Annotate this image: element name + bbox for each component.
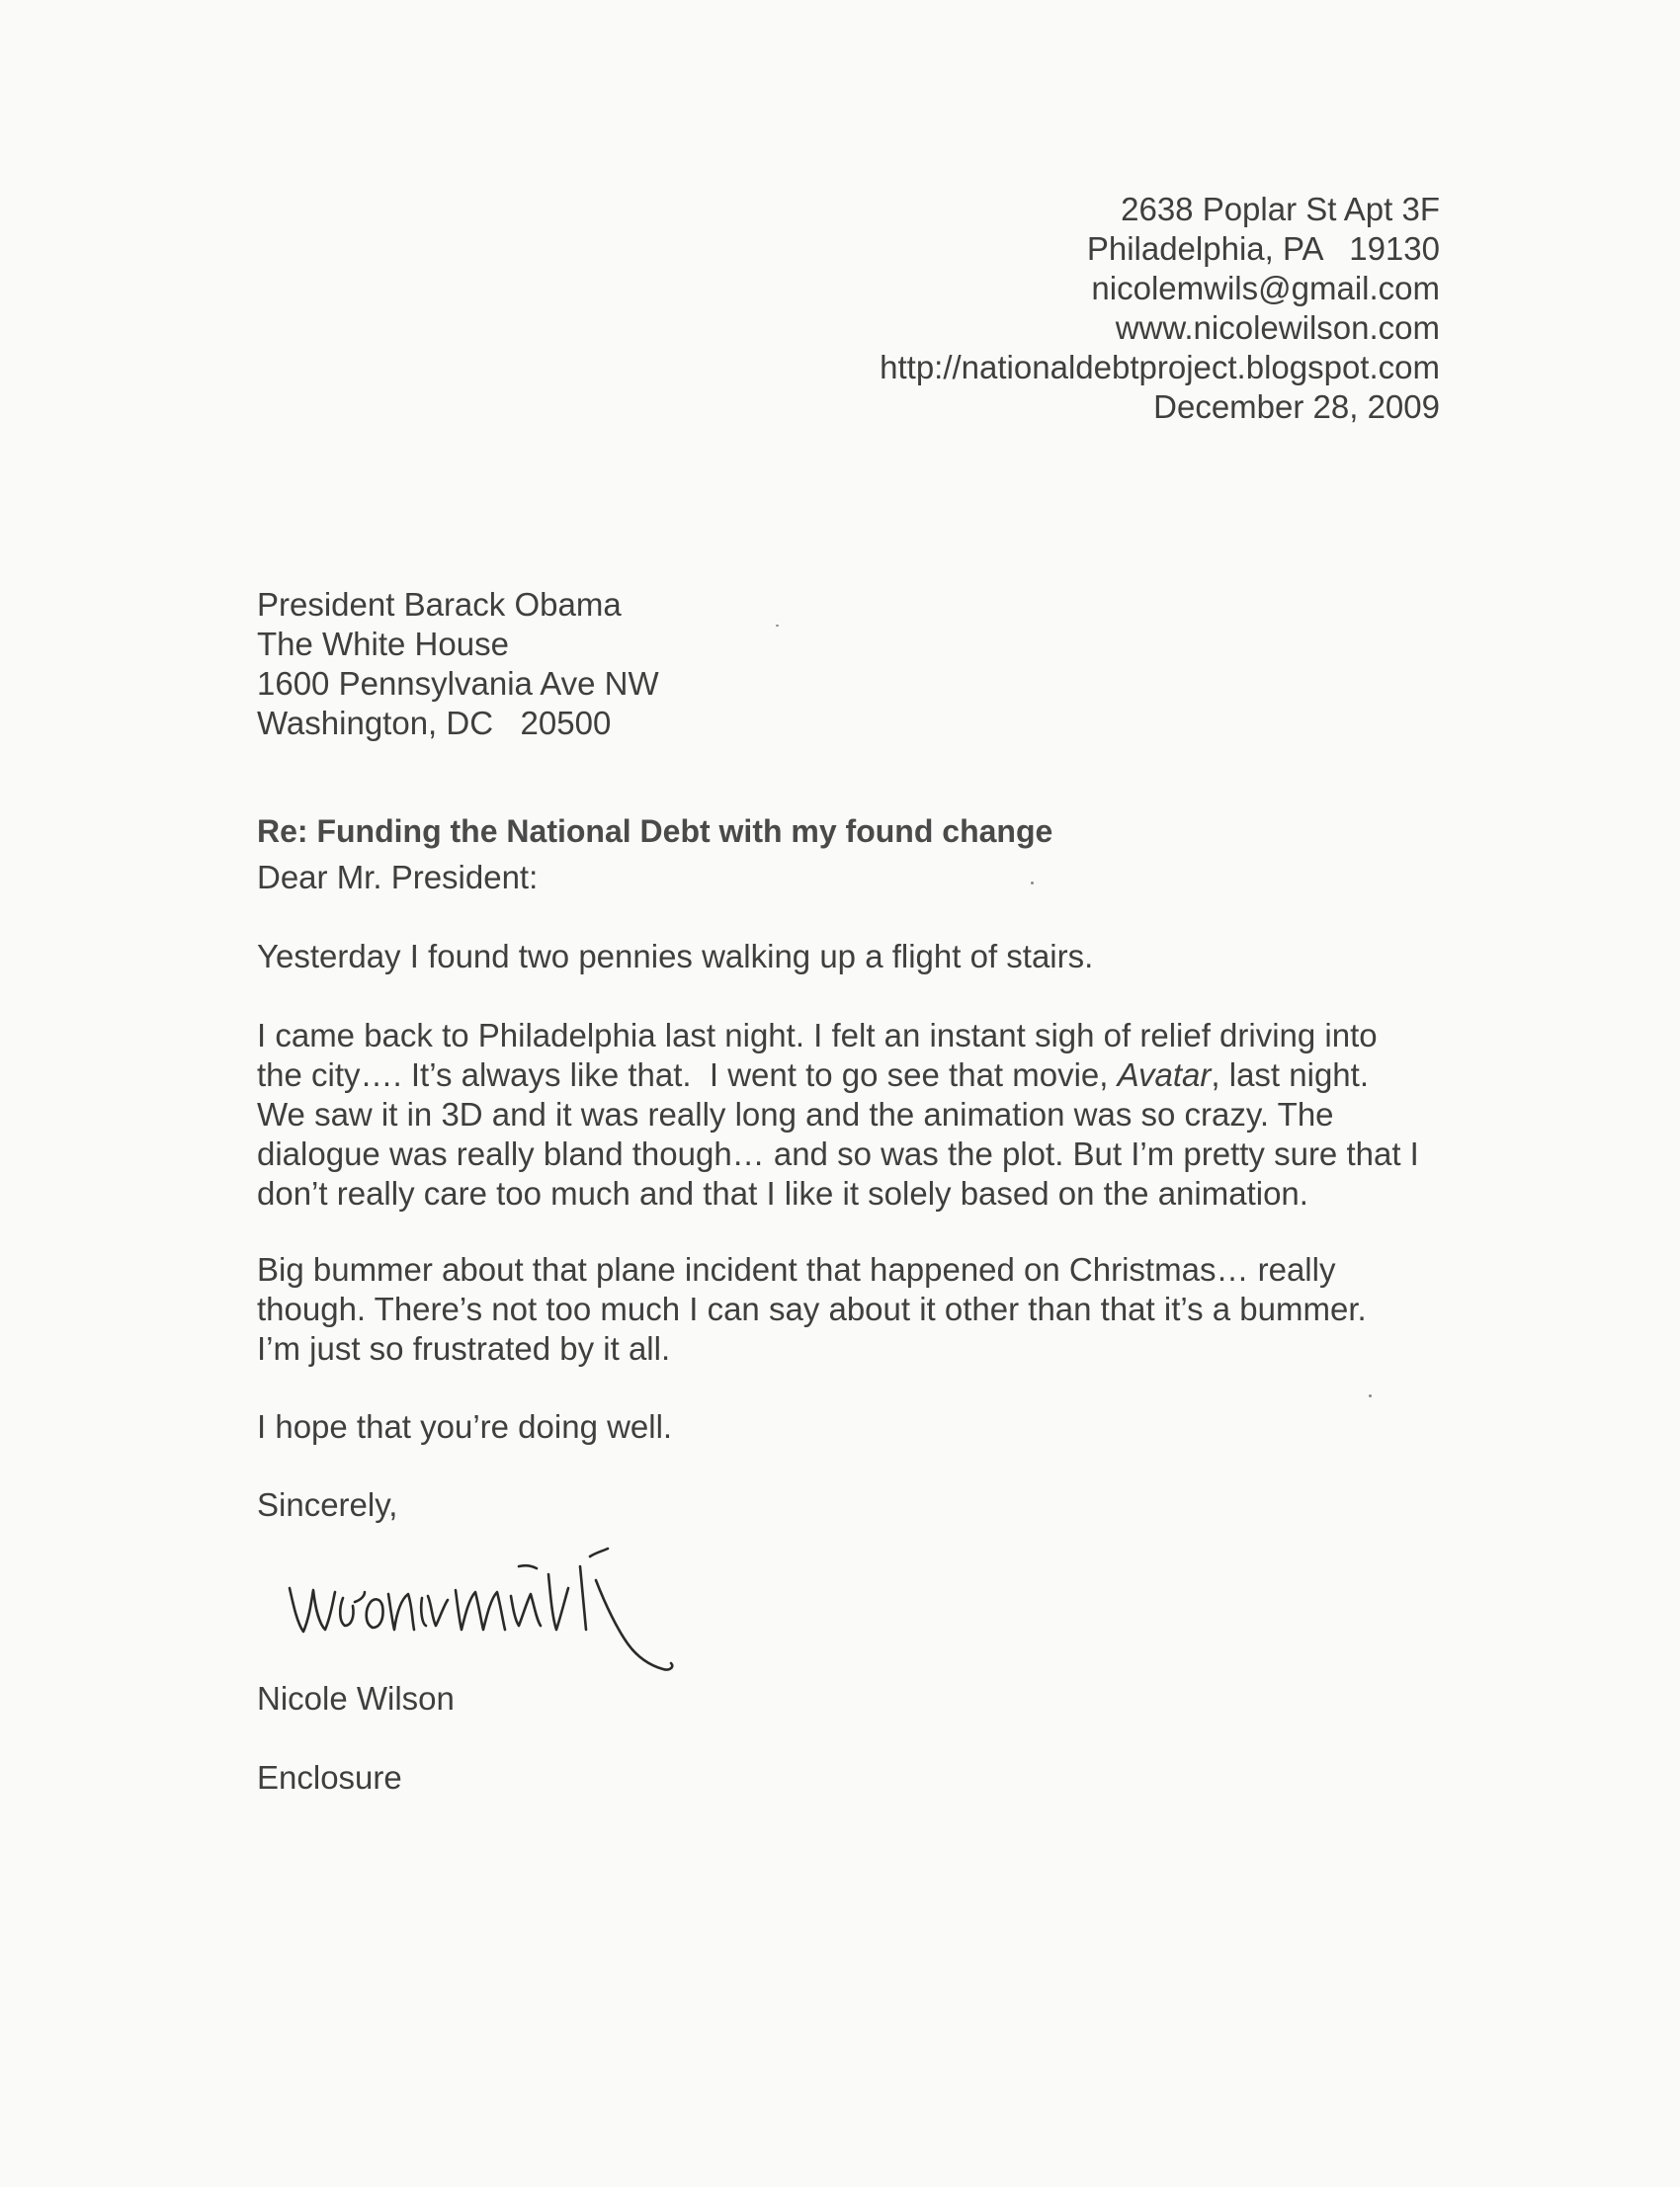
- scan-speck: [1031, 882, 1034, 884]
- sender-blog: http://nationaldebtproject.blogspot.com: [880, 349, 1440, 385]
- recipient-name: President Barack Obama: [257, 586, 622, 623]
- paragraph-3-line-2: though. There’s not too much I can say about it other than that it’s a bummer.: [257, 1291, 1367, 1327]
- recipient-address-block: [257, 585, 659, 743]
- sender-email: nicolemwils@gmail.com: [1091, 270, 1440, 306]
- body-paragraph-4: [257, 1407, 1443, 1447]
- paragraph-2-line-5: don’t really care too much and that I like it solely based on the animation.: [257, 1175, 1308, 1212]
- paragraph-2-line-3: We saw it in 3D and it was really long and the animation was so crazy. The: [257, 1096, 1334, 1133]
- paragraph-4-line-1: I hope that you’re doing well.: [257, 1408, 673, 1445]
- paragraph-3-line-1: Big bummer about that plane incident that happened on Christmas… really: [257, 1251, 1336, 1288]
- scan-speck: [776, 625, 779, 627]
- paragraph-3-line-3: I’m just so frustrated by it all.: [257, 1330, 671, 1367]
- sender-website: www.nicolewilson.com: [1115, 309, 1440, 346]
- paragraph-2-line-2-start: the city…. It’s always like that. I went to go see that movie,: [257, 1056, 1118, 1093]
- body-paragraph-2: [257, 1016, 1443, 1214]
- movie-title: Avatar: [1117, 1056, 1212, 1093]
- paragraph-1-line-1: Yesterday I found two pennies walking up a flight of stairs.: [257, 938, 1094, 974]
- body-paragraph-3: [257, 1250, 1443, 1369]
- sender-street: 2638 Poplar St Apt 3F: [1121, 191, 1440, 227]
- letter-date: December 28, 2009: [1153, 388, 1440, 425]
- handwritten-signature: [282, 1527, 815, 1680]
- body-paragraph-1: [257, 937, 1443, 976]
- paragraph-2-line-4: dialogue was really bland though… and so was the plot. But I’m pretty sure that I: [257, 1136, 1419, 1172]
- closing: Sincerely,: [257, 1486, 398, 1523]
- salutation: Dear Mr. President:: [257, 859, 539, 895]
- signer-name: Nicole Wilson: [257, 1680, 455, 1717]
- scan-speck: [1369, 1394, 1372, 1397]
- recipient-organization: The White House: [257, 626, 509, 662]
- subject-line: Re: Funding the National Debt with my found change: [257, 813, 1053, 849]
- sender-address-block: [880, 190, 1440, 427]
- recipient-city: Washington, DC 20500: [257, 705, 612, 741]
- enclosure-notation: Enclosure: [257, 1759, 402, 1796]
- paragraph-2-line-1: I came back to Philadelphia last night. I felt an instant sigh of relief driving into: [257, 1017, 1378, 1053]
- recipient-street: 1600 Pennsylvania Ave NW: [257, 665, 659, 702]
- paragraph-2-line-2: [257, 1055, 1443, 1095]
- paragraph-2-line-2-end: , last night.: [1211, 1056, 1369, 1093]
- sender-city: Philadelphia, PA 19130: [1086, 230, 1440, 267]
